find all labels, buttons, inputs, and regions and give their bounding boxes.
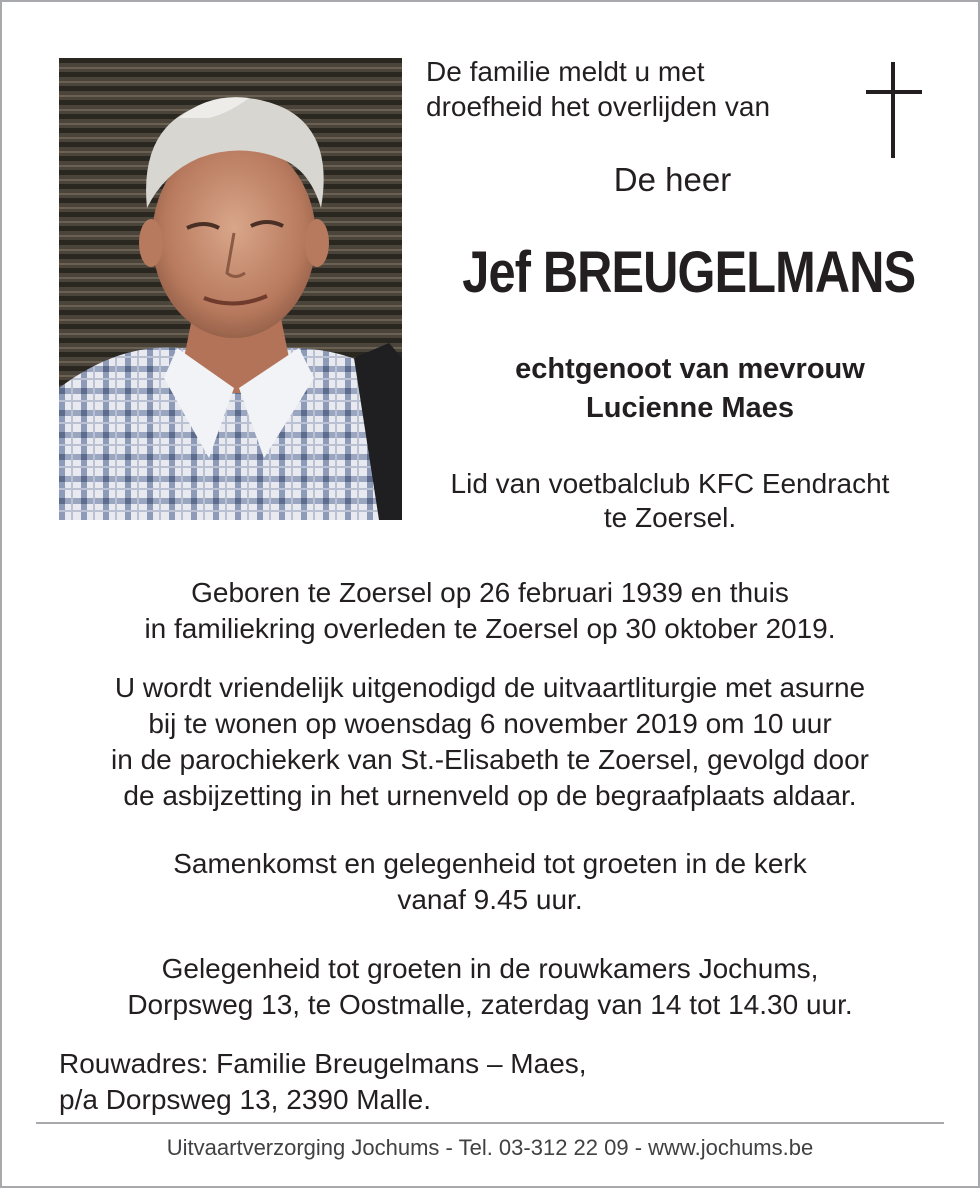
footer-divider (36, 1122, 944, 1124)
address-line: p/a Dorpsweg 13, 2390 Malle. (59, 1084, 431, 1115)
intro-line: De familie meldt u met (426, 56, 705, 87)
visit-line: Dorpsweg 13, te Oostmalle, zaterdag van 14 tot 14.30 uur. (127, 989, 853, 1020)
visitation-paragraph (0, 951, 980, 1023)
funeral-line: U wordt vriendelijk uitgenodigd de uitvaartliturgie met asurne (114, 672, 866, 703)
spouse-line: echtgenoot van mevrouw (515, 353, 865, 385)
gathering-paragraph (0, 846, 980, 918)
mourning-address (59, 1046, 587, 1118)
born-line: in familiekring overleden te Zoersel op 30 oktober 2019. (144, 613, 836, 644)
club-line: te Zoersel. (603, 502, 737, 533)
born-line: Geboren te Zoersel op 26 februari 1939 en thuis (191, 577, 789, 608)
club-line: Lid van voetbalclub KFC Eendracht (450, 468, 890, 499)
deceased-name: Jef BREUGELMANS (462, 240, 916, 305)
funeral-line: de asbijzetting in het urnenveld op de begraafplaats aldaar. (123, 780, 857, 811)
gathering-line: Samenkomst en gelegenheid tot groeten in de kerk (173, 848, 807, 879)
funeral-line: bij te wonen op woensdag 6 november 2019 om 10 uur (148, 708, 832, 739)
visit-line: Gelegenheid tot groeten in de rouwkamers Jochums, (161, 953, 819, 984)
funeral-line: in de parochiekerk van St.-Elisabeth te Zoersel, gevolgd door (111, 744, 869, 775)
funeral-paragraph (0, 670, 980, 814)
birth-death-paragraph (0, 575, 980, 647)
spouse-line: Lucienne Maes (586, 392, 794, 424)
address-line: Rouwadres: Familie Breugelmans – Maes, (59, 1048, 587, 1079)
gathering-line: vanaf 9.45 uur. (397, 884, 583, 915)
portrait-photo (59, 58, 402, 520)
intro-line: droefheid het overlijden van (426, 91, 771, 122)
spouse-text (420, 350, 960, 428)
salutation: De heer (613, 161, 732, 198)
cross-icon (866, 62, 922, 158)
club-membership (410, 467, 930, 535)
intro-text (426, 54, 770, 124)
funeral-home-footer: Uitvaartverzorging Jochums - Tel. 03-312 22 09 - www.jochums.be (166, 1135, 814, 1160)
